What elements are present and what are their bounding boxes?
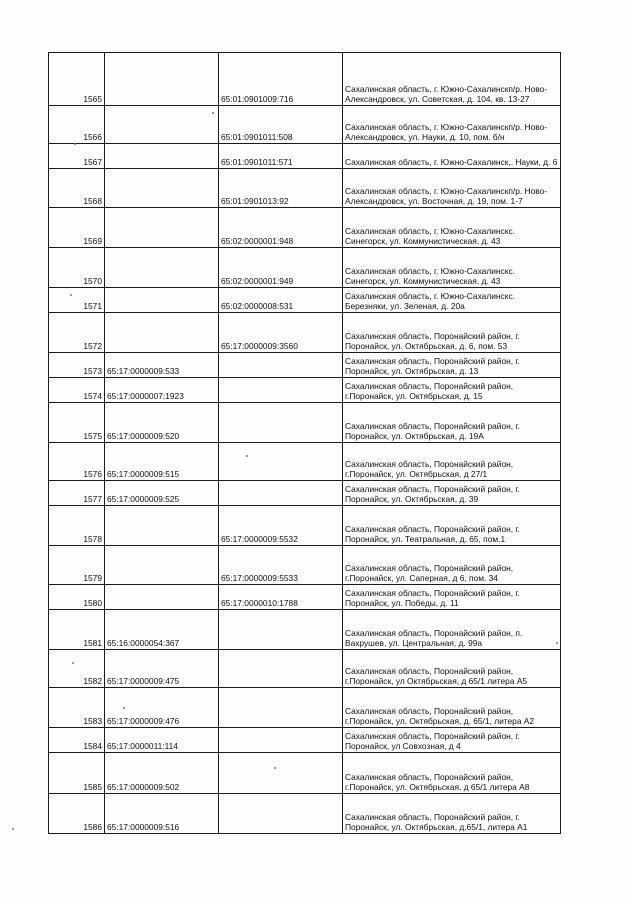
old-cadastral-number: [105, 288, 219, 313]
address-cell: Сахалинская область, Поронайский район, г. Поронайск, ул. Октябрьская, д. 19А: [343, 403, 561, 443]
new-cadastral-number: [219, 794, 343, 834]
row-number: 1567: [49, 144, 105, 169]
scan-speck: [12, 828, 14, 830]
table-row: [49, 208, 561, 248]
old-cadastral-number: [105, 585, 219, 610]
scan-speck: [274, 767, 276, 769]
table-row: [49, 144, 561, 169]
table-row: [49, 353, 561, 378]
new-cadastral-number: 65:01:0901011:571: [219, 144, 343, 169]
new-cadastral-number: [219, 481, 343, 506]
row-number: 1580: [49, 585, 105, 610]
new-cadastral-number: 65:17:0000009:5533: [219, 546, 343, 585]
address-cell: Сахалинская область, Поронайский район, г. Поронайск, ул. Победы, д. 11: [343, 585, 561, 610]
scan-speck: [72, 662, 74, 664]
old-cadastral-number: 65:17:0000009:525: [105, 481, 219, 506]
old-cadastral-number: [105, 144, 219, 169]
old-cadastral-number: 65:17:0000007:1923: [105, 378, 219, 403]
address-cell: Сахалинская область, Поронайский район, г. Поронайск, ул. Октябрьская, д.65/1, литера А1: [343, 794, 561, 834]
old-cadastral-number: 65:17:0000009:475: [105, 650, 219, 688]
table-row: [49, 53, 561, 106]
table-row: [49, 688, 561, 728]
old-cadastral-number: 65:17:0000009:515: [105, 443, 219, 481]
row-number: 1572: [49, 313, 105, 353]
row-number: 1565: [49, 53, 105, 106]
new-cadastral-number: 65:01:0901013:92: [219, 169, 343, 208]
registry-page: [48, 52, 560, 834]
address-cell: Сахалинская область, г. Южно-Сахалинскс. Синегорск, ул. Коммунистическая, д. 43: [343, 248, 561, 288]
address-cell: Сахалинская область, Поронайский район, г. Поронайск, ул. Октябрьская, д. 39: [343, 481, 561, 506]
old-cadastral-number: [105, 169, 219, 208]
new-cadastral-number: [219, 688, 343, 728]
row-number: 1573: [49, 353, 105, 378]
scan-speck: [74, 143, 76, 145]
scan-speck: [246, 455, 248, 457]
table-row: [49, 506, 561, 546]
new-cadastral-number: 65:02:0000001:948: [219, 208, 343, 248]
address-cell: Сахалинская область, Поронайский район, г. Поронайск, ул. Октябрьская, д. 6, пом. 53: [343, 313, 561, 353]
table-row: [49, 650, 561, 688]
address-cell: Сахалинская область, г. Южно-Сахалинскс. Березняки, ул. Зеленая, д. 20а: [343, 288, 561, 313]
new-cadastral-number: [219, 353, 343, 378]
address-cell: Сахалинская область, Поронайский район, г. Поронайск, ул Совхозная, д 4: [343, 728, 561, 753]
table-row: [49, 288, 561, 313]
scan-speck: [123, 707, 125, 709]
new-cadastral-number: [219, 403, 343, 443]
row-number: 1586: [49, 794, 105, 834]
scan-speck: [556, 642, 558, 644]
new-cadastral-number: [219, 728, 343, 753]
new-cadastral-number: 65:01:0901011:508: [219, 106, 343, 144]
address-cell: Сахалинская область, г. Южно-Сахалинскс. Синегорск, ул. Коммунистическая, д. 43: [343, 208, 561, 248]
new-cadastral-number: 65:02:0000001:949: [219, 248, 343, 288]
row-number: 1568: [49, 169, 105, 208]
row-number: 1577: [49, 481, 105, 506]
new-cadastral-number: 65:17:0000009:3560: [219, 313, 343, 353]
old-cadastral-number: 65:17:0000009:533: [105, 353, 219, 378]
new-cadastral-number: [219, 443, 343, 481]
table-row: [49, 248, 561, 288]
table-row: [49, 403, 561, 443]
new-cadastral-number: 65:01:0901009:716: [219, 53, 343, 106]
address-cell: Сахалинская область, Поронайский район, г.Поронайск, ул Октябрьская, д 65/1 литера А5: [343, 650, 561, 688]
address-cell: Сахалинская область, Поронайский район, г. Поронайск, ул. Театральная, д. 65, пом.1: [343, 506, 561, 546]
row-number: 1585: [49, 753, 105, 794]
row-number: 1581: [49, 610, 105, 650]
table-row: [49, 585, 561, 610]
address-cell: Сахалинская область, г. Южно-Сахалинскп/р. Ново-Александровск, ул. Восточная, д. 19, пом. 1-7: [343, 169, 561, 208]
old-cadastral-number: [105, 546, 219, 585]
table-row: [49, 106, 561, 144]
address-cell: Сахалинская область, Поронайский район, г. Поронайск, ул. Октябрьская, д. 13: [343, 353, 561, 378]
address-cell: Сахалинская область, Поронайский район, г.Поронайск, ул. Октябрьская, д 65/1 литера А8: [343, 753, 561, 794]
new-cadastral-number: 65:02:0000008:531: [219, 288, 343, 313]
old-cadastral-number: 65:16:0000054:367: [105, 610, 219, 650]
address-cell: Сахалинская область, г. Южно-Сахалинск,. Науки, д. 6: [343, 144, 561, 169]
table-row: [49, 610, 561, 650]
row-number: 1566: [49, 106, 105, 144]
row-number: 1575: [49, 403, 105, 443]
old-cadastral-number: [105, 248, 219, 288]
row-number: 1582: [49, 650, 105, 688]
old-cadastral-number: 65:17:0000009:476: [105, 688, 219, 728]
table-row: [49, 169, 561, 208]
address-cell: Сахалинская область, Поронайский район, г.Поронайск, ул. Октябрьская, д. 65/1, литера А2: [343, 688, 561, 728]
table-row: [49, 313, 561, 353]
row-number: 1578: [49, 506, 105, 546]
table-row: [49, 546, 561, 585]
scan-speck: [212, 112, 214, 114]
new-cadastral-number: [219, 753, 343, 794]
row-number: 1579: [49, 546, 105, 585]
row-number: 1570: [49, 248, 105, 288]
address-cell: Сахалинская область, Поронайский район, г.Поронайск, ул. Октябрьская, д 27/1: [343, 443, 561, 481]
registry-table: [48, 52, 561, 834]
old-cadastral-number: 65:17:0000011:114: [105, 728, 219, 753]
old-cadastral-number: [105, 313, 219, 353]
new-cadastral-number: [219, 650, 343, 688]
new-cadastral-number: 65:17:0000010:1788: [219, 585, 343, 610]
row-number: 1576: [49, 443, 105, 481]
new-cadastral-number: [219, 378, 343, 403]
address-cell: Сахалинская область, Поронайский район, г.Поронайск, ул. Саперная, д 6, пом. 34: [343, 546, 561, 585]
row-number: 1571: [49, 288, 105, 313]
table-row: [49, 728, 561, 753]
old-cadastral-number: 65:17:0000009:516: [105, 794, 219, 834]
table-row: [49, 378, 561, 403]
old-cadastral-number: [105, 53, 219, 106]
row-number: 1583: [49, 688, 105, 728]
row-number: 1569: [49, 208, 105, 248]
row-number: 1584: [49, 728, 105, 753]
old-cadastral-number: 65:17:0000009:520: [105, 403, 219, 443]
registry-table-body: [49, 53, 561, 834]
table-row: [49, 481, 561, 506]
scan-speck: [70, 294, 72, 296]
old-cadastral-number: 65:17:0000009:502: [105, 753, 219, 794]
address-cell: Сахалинская область, Поронайский район, г.Поронайск, ул. Октябрьская, д. 15: [343, 378, 561, 403]
old-cadastral-number: [105, 506, 219, 546]
address-cell: Сахалинская область, г. Южно-Сахалинскп/р. Ново-Александровск, ул. Советская, д. 104, кв. 13-27: [343, 53, 561, 106]
table-row: [49, 443, 561, 481]
table-row: [49, 753, 561, 794]
old-cadastral-number: [105, 106, 219, 144]
old-cadastral-number: [105, 208, 219, 248]
new-cadastral-number: 65:17:0000009:5532: [219, 506, 343, 546]
new-cadastral-number: [219, 610, 343, 650]
address-cell: Сахалинская область, Поронайский район, п. Вахрушев, ул. Центральная, д. 99а: [343, 610, 561, 650]
address-cell: Сахалинская область, г. Южно-Сахалинскп/р. Ново-Александровск, ул. Науки, д. 10, пом. б/н: [343, 106, 561, 144]
row-number: 1574: [49, 378, 105, 403]
table-row: [49, 794, 561, 834]
